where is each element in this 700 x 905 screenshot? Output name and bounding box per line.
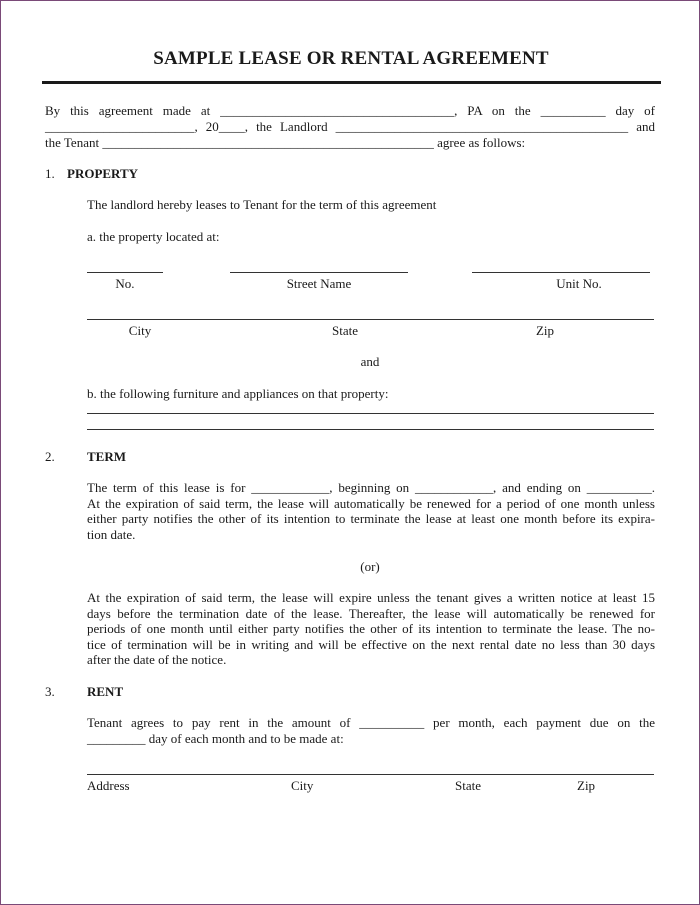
document-page <box>45 0 657 905</box>
label-state: State <box>332 323 358 338</box>
rent-line-1: Tenant agrees to pay rent in the amount of __________ per month, each payment due on the <box>87 715 655 730</box>
section-3-heading: RENT <box>87 684 124 699</box>
street-name-blank[interactable] <box>230 272 408 273</box>
label-zip: Zip <box>535 323 555 338</box>
label-street-name: Street Name <box>286 276 352 291</box>
term-p1-line-2: At the expiration of said term, the lease will automatically be renewed for a period of one month unless <box>87 495 655 511</box>
rent-label-address: Address <box>87 778 130 793</box>
unit-number-blank[interactable] <box>472 272 650 273</box>
term-paragraph-2 <box>87 590 655 668</box>
section-2-heading: TERM <box>87 449 126 464</box>
rent-paragraph <box>87 715 655 746</box>
intro-line-3: the Tenant ___________________________________________________ agree as follows: <box>45 135 526 150</box>
property-item-a: a. the property located at: <box>87 229 220 244</box>
title-rule <box>42 81 661 84</box>
and-text: and <box>360 354 380 369</box>
term-p2-line-2: days before the termination date of the lease. Thereafter, the lease will automatically be renewed for <box>87 605 655 621</box>
number-blank[interactable] <box>87 272 163 273</box>
term-p2-line-3: periods of one month until either party notifies the other of its intention to terminate the lease. The no- <box>87 621 655 636</box>
rent-label-city: City <box>291 778 314 793</box>
rent-label-state: State <box>455 778 481 793</box>
term-p1-line-1: The term of this lease is for ____________, beginning on ____________, and ending on __________. <box>87 480 655 495</box>
term-p1-line-3: either party notifies the other of its intention to terminate the lease at least one month before its expira- <box>87 511 655 526</box>
term-p1-line-4: tion date. <box>87 526 136 542</box>
intro-line-1: By this agreement made at ____________________________________, PA on the __________ day of <box>45 103 655 118</box>
section-1-number: 1. <box>45 166 55 181</box>
furniture-blank-1[interactable] <box>87 413 654 414</box>
rent-label-zip: Zip <box>577 778 596 793</box>
furniture-blank-2[interactable] <box>87 429 654 430</box>
term-p2-line-4: tice of termination will be in writing and will be effective on the next rental date no less than 30 days <box>87 636 655 652</box>
property-item-b: b. the following furniture and appliances on that property: <box>87 386 389 401</box>
intro-line-2: _______________________, 20____, the Landlord _____________________________________________ and <box>45 119 655 134</box>
term-p2-line-1: At the expiration of said term, the lease will expire unless the tenant gives a written notice at least 15 <box>87 590 655 605</box>
term-p2-line-5: after the date of the notice. <box>87 652 227 667</box>
rent-line-2: _________ day of each month and to be made at: <box>87 730 344 746</box>
section-2-number: 2. <box>45 449 55 464</box>
or-text: (or) <box>360 559 380 574</box>
property-intro: The landlord hereby leases to Tenant for the term of this agreement <box>87 197 437 212</box>
label-unit-no: Unit No. <box>556 276 602 291</box>
term-paragraph-1 <box>87 480 655 542</box>
city-state-zip-blank[interactable] <box>87 319 654 320</box>
section-1-heading: PROPERTY <box>67 166 139 181</box>
document-title: SAMPLE LEASE OR RENTAL AGREEMENT <box>153 48 549 69</box>
rent-address-blank[interactable] <box>87 774 654 775</box>
section-3-number: 3. <box>45 684 55 699</box>
label-no: No. <box>115 276 135 291</box>
label-city: City <box>128 323 152 338</box>
